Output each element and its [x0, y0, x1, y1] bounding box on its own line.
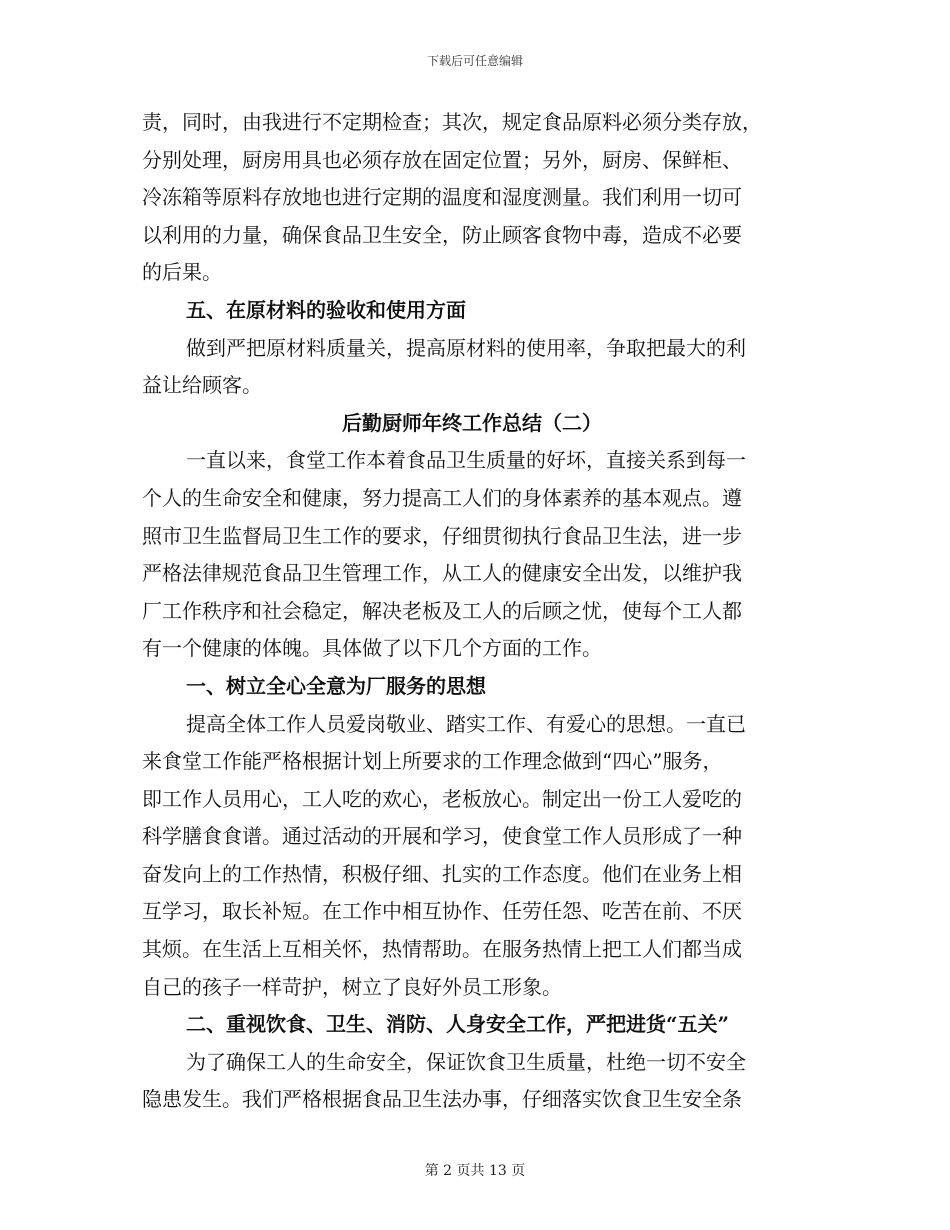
text-line: 奋发向上的工作热情，积极仔细、扎实的工作态度。他们在业务上相	[142, 861, 742, 886]
text-line: 来食堂工作能严格根据计划上所要求的工作理念做到“四心”服务，	[142, 749, 723, 774]
text-line: 个人的生命安全和健康，努力提高工人们的身体素养的基本观点。遵	[142, 485, 742, 510]
page-footer: 第 2 页共 13 页	[424, 1163, 526, 1179]
text-line: 严格法律规范食品卫生管理工作，从工人的健康安全出发，以维护我	[142, 561, 742, 586]
section-heading: 二、重视饮食、卫生、消防、人身安全工作，严把进货“五关”	[186, 1012, 730, 1037]
text-line: 做到严把原材料质量关，提高原材料的使用率，争取把最大的利	[186, 335, 746, 360]
text-line: 照市卫生监督局卫生工作的要求，仔细贯彻执行食品卫生法，进一步	[142, 523, 742, 548]
text-line: 的后果。	[142, 260, 222, 285]
section-title: 后勤厨师年终工作总结（二）	[342, 410, 602, 435]
text-line: 即工作人员用心，工人吃的欢心，老板放心。制定出一份工人爱吃的	[142, 786, 742, 811]
text-line: 为了确保工人的生命安全，保证饮食卫生质量，杜绝一切不安全	[186, 1049, 746, 1074]
text-line: 一直以来，食堂工作本着食品卫生质量的好坏，直接关系到每一	[186, 448, 746, 473]
text-line: 厂工作秩序和社会稳定，解决老板及工人的后顾之忧，使每个工人都	[142, 598, 742, 623]
section-heading: 五、在原材料的验收和使用方面	[186, 297, 466, 322]
text-line: 科学膳食食谱。通过活动的开展和学习，使食堂工作人员形成了一种	[142, 824, 742, 849]
text-line: 有一个健康的体魄。具体做了以下几个方面的工作。	[142, 636, 602, 661]
text-line: 分别处理，厨房用具也必须存放在固定位置；另外，厨房、保鲜柜、	[142, 147, 742, 172]
text-line: 益让给顾客。	[142, 373, 262, 398]
text-line: 提高全体工作人员爱岗敬业、踏实工作、有爱心的思想。一直已	[186, 711, 746, 736]
text-line: 冷冻箱等原料存放地也进行定期的温度和湿度测量。我们利用一切可	[142, 185, 742, 210]
text-line: 以利用的力量，确保食品卫生安全，防止顾客食物中毒，造成不必要	[142, 222, 742, 247]
document-body	[142, 104, 802, 1119]
page-header: 下载后可任意编辑	[426, 54, 523, 68]
text-line: 隐患发生。我们严格根据食品卫生法办事，仔细落实饮食卫生安全条	[142, 1087, 742, 1112]
section-heading: 一、树立全心全意为厂服务的思想	[186, 673, 486, 698]
text-line: 自己的孩子一样苛护，树立了良好外员工形象。	[142, 974, 562, 999]
text-line: 互学习，取长补短。在工作中相互协作、任劳任怨、吃苦在前、不厌	[142, 899, 742, 924]
text-line: 责，同时，由我进行不定期检查；其次，规定食品原料必须分类存放，	[142, 110, 762, 134]
text-line: 其烦。在生活上互相关怀，热情帮助。在服务热情上把工人们都当成	[142, 937, 742, 962]
